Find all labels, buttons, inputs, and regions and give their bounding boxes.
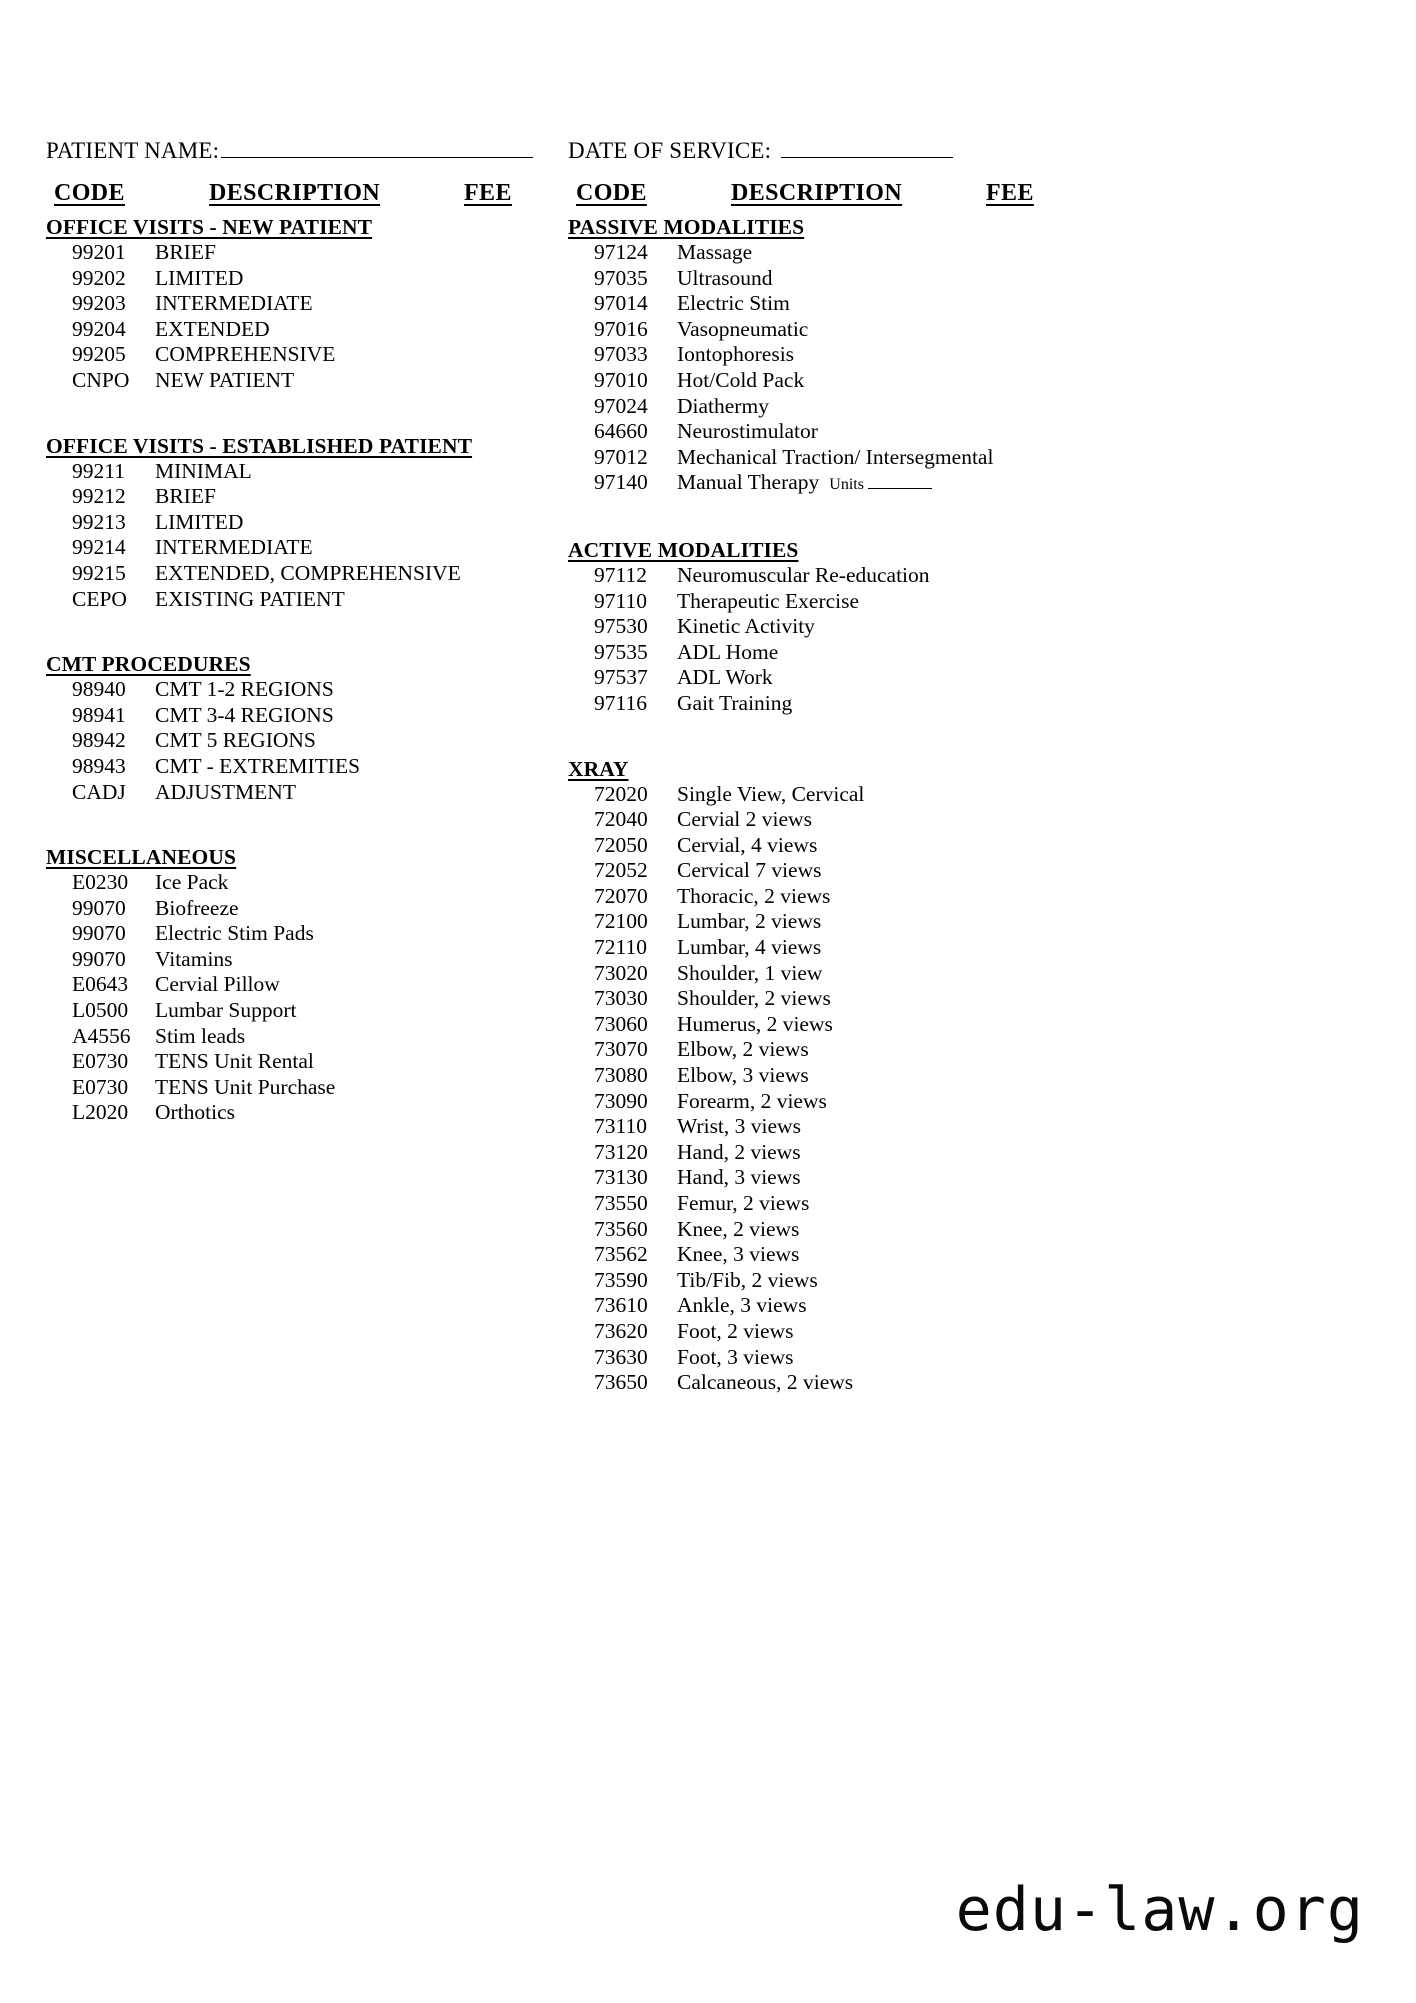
code-cell: 97010 xyxy=(594,367,648,392)
description-cell: LIMITED xyxy=(155,265,244,290)
description-cell: Orthotics xyxy=(155,1100,236,1125)
code-row[interactable] xyxy=(46,291,546,317)
code-cell: 98942 xyxy=(72,728,126,753)
description-cell: Ultrasound xyxy=(677,265,773,290)
code-row[interactable] xyxy=(46,1024,546,1050)
code-cell: 99070 xyxy=(72,895,126,920)
code-row[interactable] xyxy=(46,368,546,394)
description-cell: COMPREHENSIVE xyxy=(155,342,336,367)
code-row[interactable] xyxy=(568,1063,1088,1089)
code-row[interactable] xyxy=(568,1268,1088,1294)
code-row[interactable] xyxy=(568,909,1088,935)
description-cell: BRIEF xyxy=(155,484,216,509)
code-row[interactable] xyxy=(568,614,1088,640)
section xyxy=(46,845,546,1126)
description-cell: Knee, 2 views xyxy=(677,1216,800,1241)
code-row[interactable] xyxy=(568,470,1088,498)
section-spacer xyxy=(568,717,1088,757)
date-of-service-input-rule[interactable] xyxy=(781,141,953,158)
description-cell: Single View, Cervical xyxy=(677,781,865,806)
code-cell: 97537 xyxy=(594,665,648,690)
section-title: OFFICE VISITS - ESTABLISHED PATIENT xyxy=(46,433,473,458)
section xyxy=(46,215,546,394)
code-row[interactable] xyxy=(46,459,546,485)
description-cell: Thoracic, 2 views xyxy=(677,883,831,908)
section-spacer xyxy=(46,612,546,652)
code-row[interactable] xyxy=(568,1037,1088,1063)
code-cell: 99070 xyxy=(72,921,126,946)
description-cell: Hand, 2 views xyxy=(677,1139,801,1164)
date-of-service-label: DATE OF SERVICE: xyxy=(568,138,772,163)
description-cell: Cervial Pillow xyxy=(155,972,280,997)
description-cell: Shoulder, 2 views xyxy=(677,986,831,1011)
code-cell: 73650 xyxy=(594,1370,648,1395)
code-row[interactable] xyxy=(568,1191,1088,1217)
code-row[interactable] xyxy=(568,1114,1088,1140)
code-row[interactable] xyxy=(568,291,1088,317)
section xyxy=(46,652,546,805)
section-spacer xyxy=(46,805,546,845)
description-cell: Forearm, 2 views xyxy=(677,1088,827,1113)
code-row[interactable] xyxy=(568,266,1088,292)
code-row[interactable] xyxy=(46,342,546,368)
code-row[interactable] xyxy=(46,921,546,947)
description-cell: CMT - EXTREMITIES xyxy=(155,753,361,778)
code-row[interactable] xyxy=(568,807,1088,833)
code-cell: 72020 xyxy=(594,781,648,806)
code-row[interactable] xyxy=(568,986,1088,1012)
column-header-fee: FEE xyxy=(464,180,512,206)
code-row[interactable] xyxy=(568,394,1088,420)
code-list xyxy=(46,870,546,1126)
description-cell: Shoulder, 1 view xyxy=(677,960,823,985)
code-cell: E0230 xyxy=(72,870,129,895)
patient-name-label: PATIENT NAME: xyxy=(46,138,220,163)
description-cell: EXTENDED, COMPREHENSIVE xyxy=(155,560,461,585)
code-row[interactable] xyxy=(568,1293,1088,1319)
code-cell: 99204 xyxy=(72,316,126,341)
section xyxy=(568,215,1088,498)
description-cell: Elbow, 2 views xyxy=(677,1037,809,1062)
code-cell: 99213 xyxy=(72,509,126,534)
description-cell: ADJUSTMENT xyxy=(155,779,296,804)
code-cell: 97033 xyxy=(594,342,648,367)
code-cell: 73610 xyxy=(594,1293,648,1318)
code-cell: CADJ xyxy=(72,779,126,804)
description-cell: Calcaneous, 2 views xyxy=(677,1370,854,1395)
description-cell: Wrist, 3 views xyxy=(677,1114,801,1139)
description-cell: INTERMEDIATE xyxy=(155,291,313,316)
section xyxy=(46,434,546,613)
description-cell: Gait Training xyxy=(677,690,793,715)
code-cell: 73080 xyxy=(594,1063,648,1088)
section-title: CMT PROCEDURES xyxy=(46,652,251,677)
description-cell: Ankle, 3 views xyxy=(677,1293,807,1318)
code-row[interactable] xyxy=(46,317,546,343)
code-row[interactable] xyxy=(46,870,546,896)
section-title: MISCELLANEOUS xyxy=(46,845,237,870)
description-cell: Electric Stim Pads xyxy=(155,921,314,946)
code-row[interactable] xyxy=(46,1049,546,1075)
code-row[interactable] xyxy=(568,342,1088,368)
code-row[interactable] xyxy=(568,858,1088,884)
description-cell: Vitamins xyxy=(155,946,233,971)
description-cell: Foot, 2 views xyxy=(677,1318,794,1343)
code-row[interactable] xyxy=(46,510,546,536)
code-row[interactable] xyxy=(46,240,546,266)
description-cell: Mechanical Traction/ Intersegmental xyxy=(677,444,994,469)
column-header-code: CODE xyxy=(576,180,647,206)
description-cell: ADL Work xyxy=(677,665,773,690)
description-cell: Cervial 2 views xyxy=(677,807,812,832)
description-cell: Iontophoresis xyxy=(677,342,795,367)
code-row[interactable] xyxy=(568,1370,1088,1396)
right-column-header xyxy=(568,180,1088,214)
code-list xyxy=(46,459,546,613)
code-cell: 72110 xyxy=(594,935,647,960)
description-cell: Diathermy xyxy=(677,393,769,418)
description-cell: Foot, 3 views xyxy=(677,1344,794,1369)
code-list xyxy=(568,563,1088,717)
description-cell: CMT 5 REGIONS xyxy=(155,728,316,753)
column-header-description: DESCRIPTION xyxy=(209,180,381,206)
code-cell: 73550 xyxy=(594,1191,648,1215)
code-cell: CNPO xyxy=(72,367,130,392)
description-cell: Ice Pack xyxy=(155,870,229,895)
code-row[interactable] xyxy=(568,1012,1088,1038)
description-cell: EXISTING PATIENT xyxy=(155,586,345,611)
code-row[interactable] xyxy=(568,782,1088,808)
code-row[interactable] xyxy=(568,691,1088,717)
code-cell: 73090 xyxy=(594,1088,648,1113)
code-row[interactable] xyxy=(46,484,546,510)
code-cell: 73060 xyxy=(594,1011,648,1036)
code-row[interactable] xyxy=(568,419,1088,445)
code-row[interactable] xyxy=(46,703,546,729)
code-row[interactable] xyxy=(568,640,1088,666)
section-title: OFFICE VISITS - NEW PATIENT xyxy=(46,215,373,239)
section-title: ACTIVE MODALITIES xyxy=(568,537,799,562)
code-row[interactable] xyxy=(568,368,1088,394)
code-cell: 99212 xyxy=(72,484,126,509)
units-input-rule[interactable] xyxy=(868,476,932,489)
code-row[interactable] xyxy=(568,1217,1088,1243)
description-cell: Kinetic Activity xyxy=(677,614,815,639)
code-cell: 98941 xyxy=(72,702,126,727)
code-list xyxy=(46,240,546,394)
code-row[interactable] xyxy=(46,780,546,806)
description-cell: MINIMAL xyxy=(155,458,252,483)
description-cell: Massage xyxy=(677,240,753,264)
code-row[interactable] xyxy=(568,1319,1088,1345)
code-row[interactable] xyxy=(568,1345,1088,1371)
code-row[interactable] xyxy=(46,896,546,922)
code-row[interactable] xyxy=(46,972,546,998)
left-column-sections xyxy=(46,215,546,1126)
code-row[interactable] xyxy=(568,563,1088,589)
section-spacer xyxy=(46,394,546,434)
description-cell: CMT 1-2 REGIONS xyxy=(155,677,334,702)
code-cell: A4556 xyxy=(72,1023,131,1048)
code-cell: 99203 xyxy=(72,291,126,316)
code-cell: 73070 xyxy=(594,1037,648,1062)
code-row[interactable] xyxy=(46,561,546,587)
code-row[interactable] xyxy=(46,266,546,292)
code-row[interactable] xyxy=(568,1089,1088,1115)
code-cell: 73130 xyxy=(594,1165,648,1190)
description-cell: TENS Unit Rental xyxy=(155,1049,314,1074)
description-cell: Tib/Fib, 2 views xyxy=(677,1267,818,1292)
code-row[interactable] xyxy=(568,935,1088,961)
section-title: PASSIVE MODALITIES xyxy=(568,215,805,239)
section-title: XRAY xyxy=(568,756,629,781)
description-cell: Hand, 3 views xyxy=(677,1165,801,1190)
code-cell: CEPO xyxy=(72,586,127,611)
right-column xyxy=(568,180,1088,1396)
code-list xyxy=(568,782,1088,1396)
code-cell: 99211 xyxy=(72,458,125,483)
code-cell: 72040 xyxy=(594,807,648,832)
code-cell: 73590 xyxy=(594,1267,648,1292)
code-cell: 98940 xyxy=(72,677,126,702)
description-cell: Cervial, 4 views xyxy=(677,832,818,857)
code-row[interactable] xyxy=(568,665,1088,691)
column-header-description: DESCRIPTION xyxy=(731,180,903,206)
code-row[interactable] xyxy=(568,833,1088,859)
code-cell: 97112 xyxy=(594,562,647,587)
code-list xyxy=(46,677,546,805)
code-cell: 97530 xyxy=(594,614,648,639)
description-cell: Vasopneumatic xyxy=(677,316,809,341)
code-row[interactable] xyxy=(46,998,546,1024)
code-cell: 99215 xyxy=(72,560,126,585)
code-cell: L0500 xyxy=(72,998,129,1023)
description-cell: EXTENDED xyxy=(155,316,270,341)
code-cell: 97012 xyxy=(594,444,648,469)
code-cell: 72050 xyxy=(594,832,648,857)
code-row[interactable] xyxy=(46,587,546,613)
code-row[interactable] xyxy=(568,1242,1088,1268)
description-cell: NEW PATIENT xyxy=(155,367,295,392)
code-row[interactable] xyxy=(46,728,546,754)
patient-name-field[interactable] xyxy=(46,138,533,164)
code-row[interactable] xyxy=(46,677,546,703)
patient-identification-row xyxy=(0,138,1416,172)
code-cell: 73562 xyxy=(594,1242,648,1267)
section xyxy=(568,757,1088,1396)
patient-name-input-rule[interactable] xyxy=(221,141,533,158)
date-of-service-field[interactable] xyxy=(568,138,953,164)
description-cell: Electric Stim xyxy=(677,291,790,316)
description-cell: Cervical 7 views xyxy=(677,858,822,883)
code-cell: L2020 xyxy=(72,1100,129,1125)
watermark: edu-law.org xyxy=(955,1875,1364,1945)
description-cell: Neurostimulator xyxy=(677,419,818,444)
code-cell: 73110 xyxy=(594,1114,647,1139)
code-cell: 97110 xyxy=(594,588,647,613)
code-cell: 97140 xyxy=(594,470,648,495)
code-cell: 73620 xyxy=(594,1318,648,1343)
code-row[interactable] xyxy=(568,884,1088,910)
code-row[interactable] xyxy=(568,961,1088,987)
units-label: Units xyxy=(829,476,864,494)
left-column-header xyxy=(46,180,546,214)
description-cell: Stim leads xyxy=(155,1023,246,1048)
code-cell: E0730 xyxy=(72,1074,129,1099)
section-spacer xyxy=(568,498,1088,538)
code-cell: 73030 xyxy=(594,986,648,1011)
code-cell: 97116 xyxy=(594,690,647,715)
description-cell: Neuromuscular Re-education xyxy=(677,562,930,587)
code-cell: 99205 xyxy=(72,342,126,367)
section xyxy=(568,538,1088,717)
code-cell: 72052 xyxy=(594,858,648,883)
code-cell: 64660 xyxy=(594,419,648,444)
code-row[interactable] xyxy=(568,1140,1088,1166)
code-cell: 99214 xyxy=(72,535,126,560)
column-header-fee: FEE xyxy=(986,180,1034,206)
code-row[interactable] xyxy=(46,1075,546,1101)
code-cell: 97124 xyxy=(594,240,648,264)
code-list xyxy=(568,240,1088,498)
code-cell: 97024 xyxy=(594,393,648,418)
code-row[interactable] xyxy=(46,947,546,973)
description-cell: Therapeutic Exercise xyxy=(677,588,860,613)
code-cell: 97016 xyxy=(594,316,648,341)
code-cell: 99070 xyxy=(72,946,126,971)
description-cell: Manual Therapy xyxy=(677,470,820,495)
description-cell: Knee, 3 views xyxy=(677,1242,800,1267)
description-cell: INTERMEDIATE xyxy=(155,535,313,560)
code-row[interactable] xyxy=(46,754,546,780)
code-row[interactable] xyxy=(46,1100,546,1126)
description-cell: ADL Home xyxy=(677,639,779,664)
code-cell: 73560 xyxy=(594,1216,648,1241)
code-cell: 99202 xyxy=(72,265,126,290)
code-cell: 97035 xyxy=(594,265,648,290)
code-row[interactable] xyxy=(568,240,1088,266)
code-cell: 99201 xyxy=(72,240,126,264)
code-cell: 97014 xyxy=(594,291,648,316)
description-cell: Elbow, 3 views xyxy=(677,1063,809,1088)
description-cell: Lumbar, 4 views xyxy=(677,935,822,960)
code-cell: 72100 xyxy=(594,909,648,934)
description-cell: TENS Unit Purchase xyxy=(155,1074,336,1099)
code-row[interactable] xyxy=(568,445,1088,471)
code-cell: E0730 xyxy=(72,1049,129,1074)
code-row[interactable] xyxy=(568,589,1088,615)
description-cell: Hot/Cold Pack xyxy=(677,367,805,392)
code-cell: 73020 xyxy=(594,960,648,985)
code-cell: 98943 xyxy=(72,753,126,778)
description-cell: Biofreeze xyxy=(155,895,239,920)
description-cell: BRIEF xyxy=(155,240,216,264)
description-cell: LIMITED xyxy=(155,509,244,534)
code-cell: 72070 xyxy=(594,883,648,908)
right-column-sections xyxy=(568,215,1088,1396)
code-row[interactable] xyxy=(568,317,1088,343)
description-cell: Femur, 2 views xyxy=(677,1191,810,1215)
description-cell: CMT 3-4 REGIONS xyxy=(155,702,334,727)
description-cell: Lumbar, 2 views xyxy=(677,909,822,934)
column-header-code: CODE xyxy=(54,180,125,206)
code-cell: E0643 xyxy=(72,972,129,997)
description-cell: Lumbar Support xyxy=(155,998,297,1023)
description-cell: Humerus, 2 views xyxy=(677,1011,833,1036)
code-cell: 73120 xyxy=(594,1139,648,1164)
code-cell: 73630 xyxy=(594,1344,648,1369)
left-column xyxy=(46,180,546,1126)
code-cell: 97535 xyxy=(594,639,648,664)
code-row[interactable] xyxy=(568,1165,1088,1191)
code-row[interactable] xyxy=(46,535,546,561)
